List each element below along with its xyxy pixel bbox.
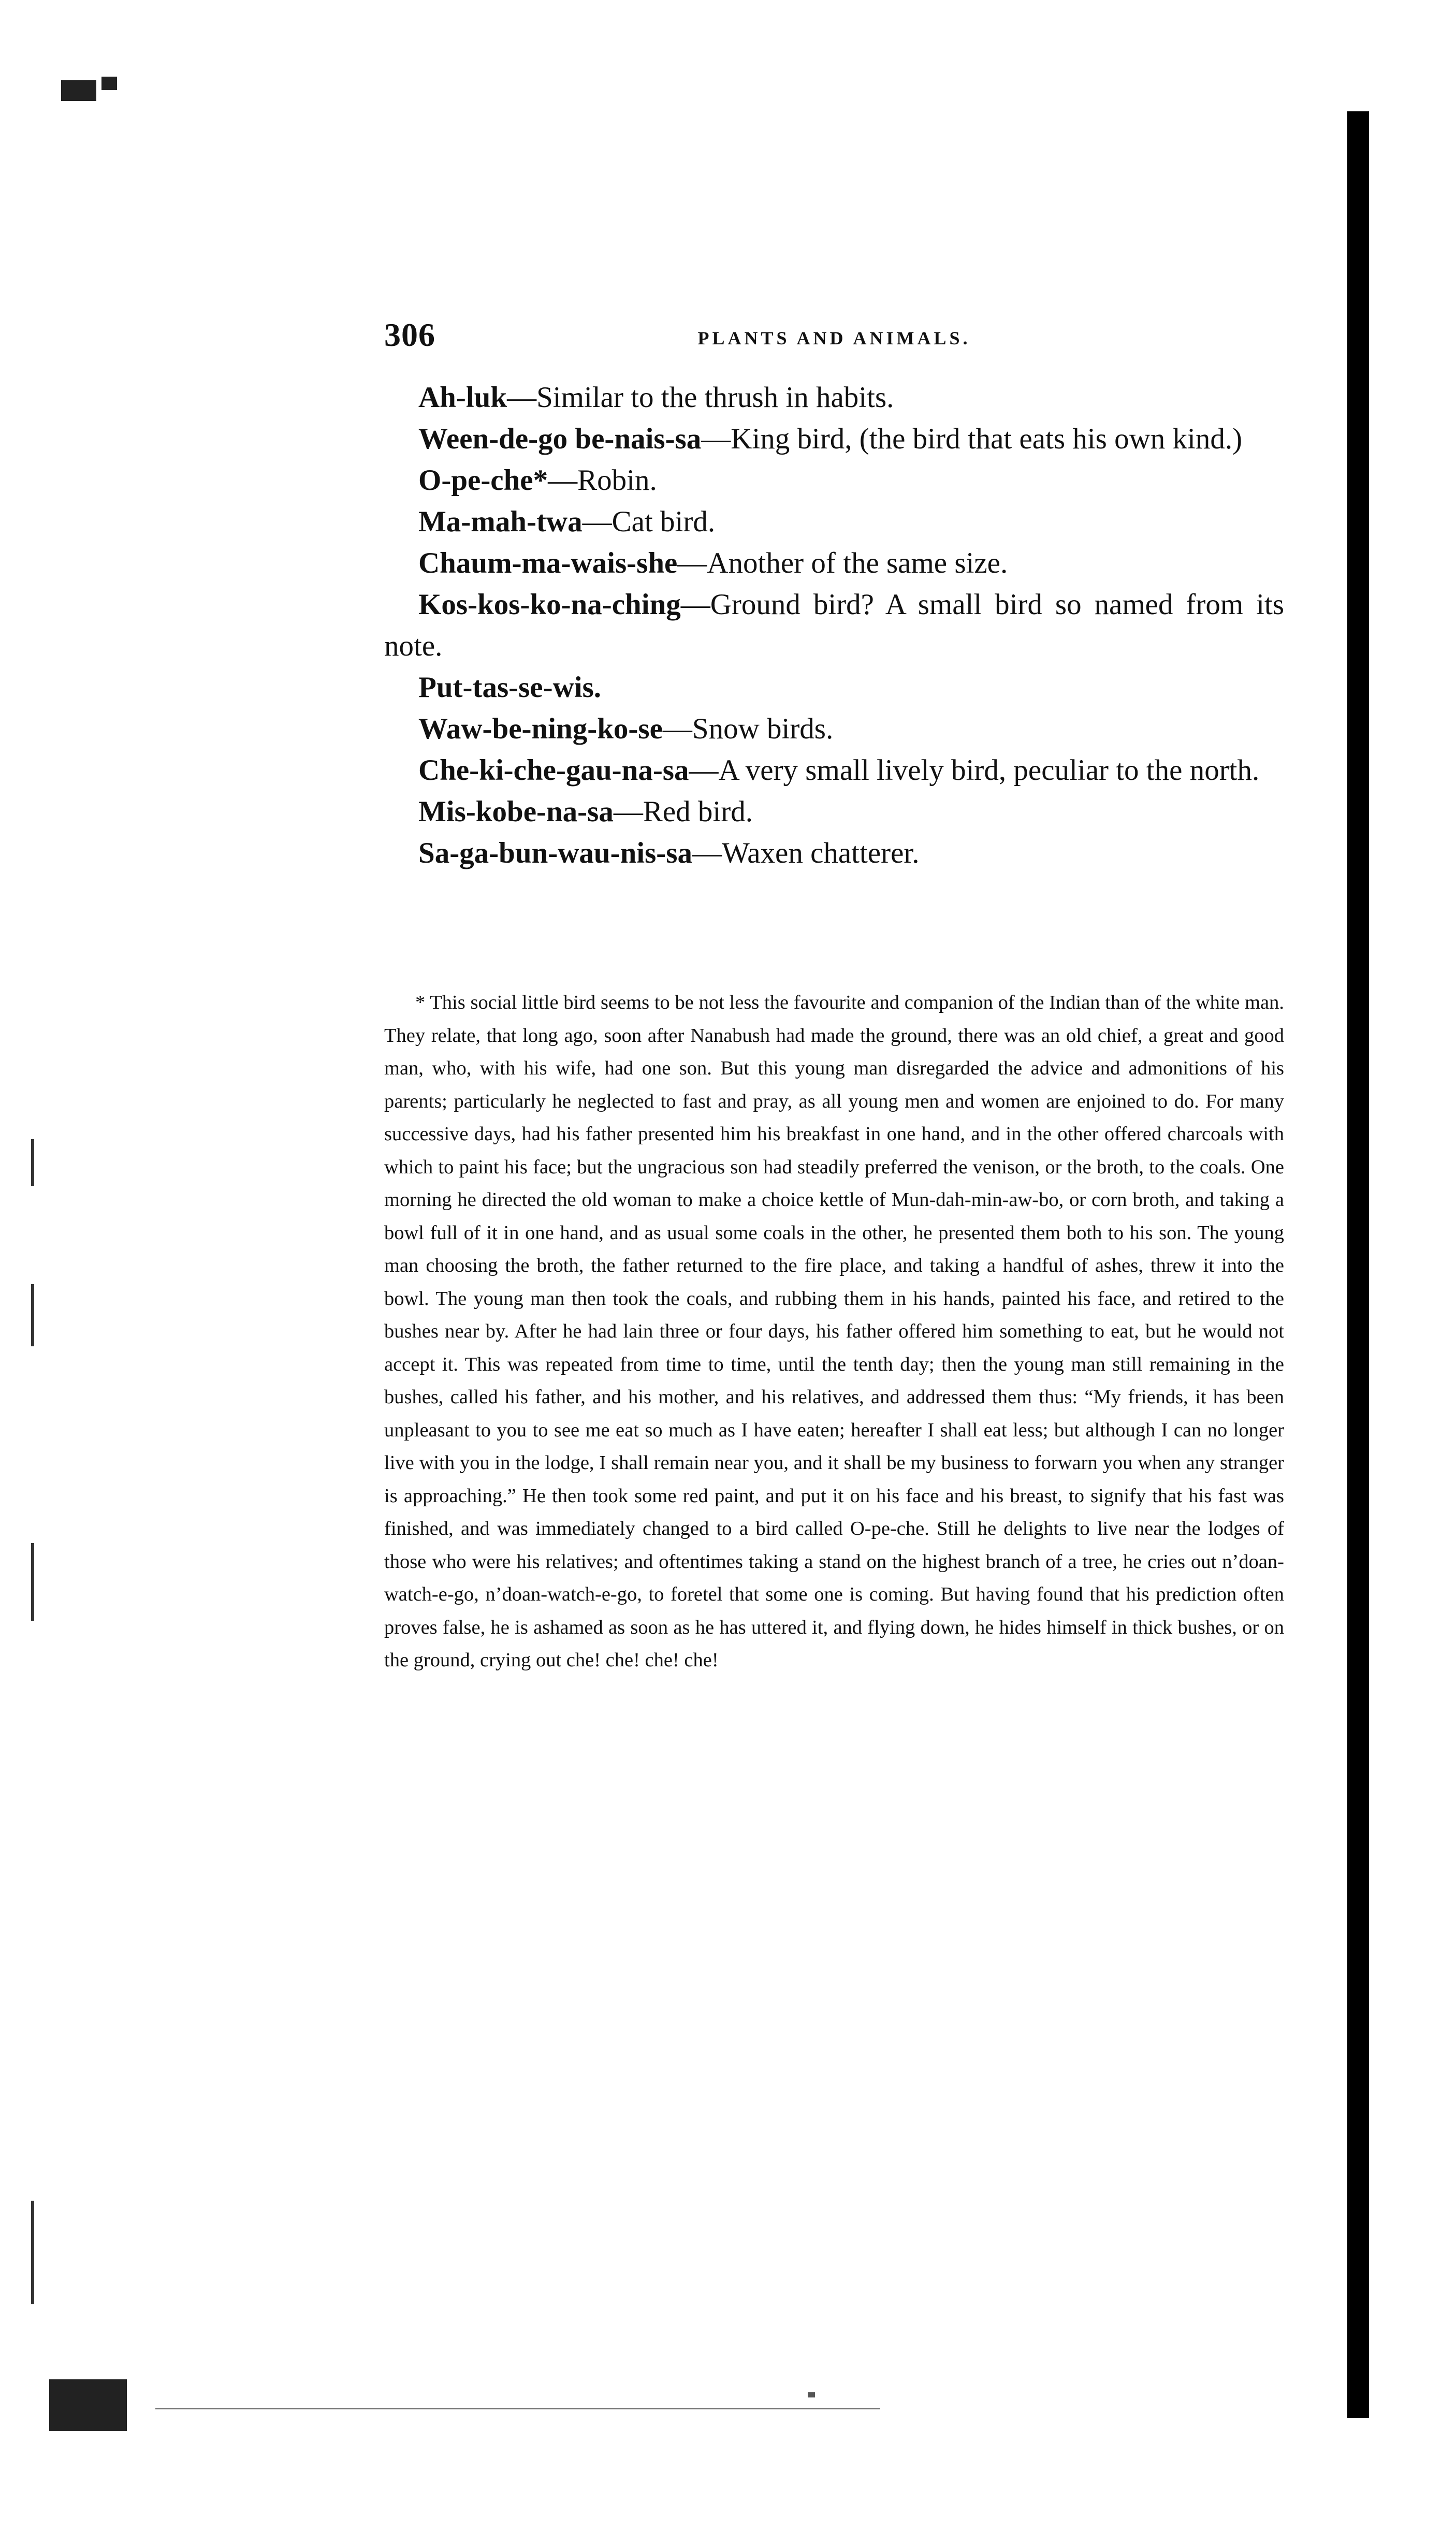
bird-name: Ma-mah-twa — [418, 505, 583, 538]
list-item — [384, 667, 1284, 708]
scan-smudge — [31, 2201, 34, 2304]
page-header — [384, 316, 1284, 368]
scan-smudge — [49, 2379, 127, 2431]
list-item — [384, 791, 1284, 833]
list-item — [384, 584, 1284, 667]
scan-smudge — [31, 1284, 34, 1346]
bird-name: Sa-ga-bun-wau-nis-sa — [418, 837, 692, 869]
bird-name: O-pe-che* — [418, 464, 548, 497]
bird-description: —Ground bird? A small bird so named from its note. — [384, 588, 1284, 662]
list-item — [384, 418, 1284, 460]
bird-description: —Cat bird. — [582, 505, 716, 538]
bird-description: —Similar to the thrush in habits. — [507, 381, 894, 414]
bird-description: —King bird, (the bird that eats his own kind.) — [701, 423, 1243, 455]
scan-smudge — [31, 1139, 34, 1186]
list-item — [384, 501, 1284, 543]
bird-name: Chaum-ma-wais-she — [418, 547, 678, 579]
footnote: * This social little bird seems to be not less the favourite and companion of the Indian than of the white man. They relate, that long ago, soon after Nanabush had made the ground, there was an old chief, a great and good man, who, with his wife, had one son. But this young man disregarded the advice and admonitions of his parents; particularly he neglected to fast and pray, as all young men and women are enjoined to do. For many successive days, had his father presented him his breakfast in one hand, and in the other offered charcoals with which to paint his face; but the ungracious son had steadily preferred the venison, or the broth, to the coals. One morning he directed the old woman to make a choice kettle of Mun-dah-min-aw-bo, or corn broth, and taking a bowl full of it in one hand, and as usual some coals in the other, he presented them both to his son. The young man choosing the broth, the father returned to the fire place, and taking a handful of ashes, threw it into the bowl. The young man then took the coals, and rubbing them in his hands, painted his face, and retired to the bushes near by. After he had lain three or four days, his father offered him something to eat, but he would not accept it. This was repeated from time to time, until the tenth day; then the young man still remaining in the bushes, called his father, and his mother, and his relatives, and addressed them thus: “My friends, it has been unpleasant to you to see me eat so much as I have eaten; hereafter I shall eat less; but although I can no longer live with you in the lodge, I shall remain near you, and it shall be my business to forwarn you when any stranger is approaching.” He then took some red paint, and put it on his face and his breast, to signify that his fast was finished, and was immediately changed to a bird called O-pe-che. Still he delights to live near the lodges of those who were his relatives; and oftentimes taking a stand on the highest branch of a tree, he cries out n’doan-watch-e-go, n’doan-watch-e-go, to foretel that some one is coming. But having found that his prediction often proves false, he is ashamed as soon as he has uttered it, and flying down, he hides himself in thick bushes, or on the ground, crying out che! che! che! che! — [384, 992, 1284, 1671]
bird-description: —Robin. — [548, 464, 657, 497]
list-item — [384, 377, 1284, 418]
bird-description: —Another of the same size. — [677, 547, 1008, 579]
scan-smudge — [155, 2408, 880, 2409]
bird-name: Put-tas-se-wis. — [418, 671, 602, 704]
bird-description: —A very small lively bird, peculiar to the north. — [689, 754, 1260, 787]
scan-smudge — [61, 80, 96, 101]
scan-smudge — [808, 2392, 815, 2397]
list-item — [384, 460, 1284, 501]
bird-name: Kos-kos-ko-na-ching — [418, 588, 681, 621]
list-item — [384, 543, 1284, 584]
bird-name: Mis-kobe-na-sa — [418, 795, 614, 828]
bird-description: —Waxen chatterer. — [692, 837, 920, 869]
scan-smudge — [31, 1543, 34, 1621]
bird-name: Ah-luk — [418, 381, 507, 414]
list-item — [384, 833, 1284, 874]
page-number: 306 — [384, 316, 435, 353]
scan-edge-shadow — [1347, 111, 1369, 2418]
running-head: PLANTS AND ANIMALS. — [697, 328, 971, 348]
list-item — [384, 708, 1284, 750]
bird-name: Che-ki-che-gau-na-sa — [418, 754, 689, 787]
scan-smudge — [101, 77, 117, 90]
list-item — [384, 750, 1284, 791]
bird-description: —Red bird. — [613, 795, 753, 828]
bird-description: —Snow birds. — [662, 713, 834, 745]
bird-name-list — [384, 377, 1284, 874]
bird-name: Waw-be-ning-ko-se — [418, 713, 663, 745]
bird-name: Ween-de-go be-nais-sa — [418, 423, 702, 455]
